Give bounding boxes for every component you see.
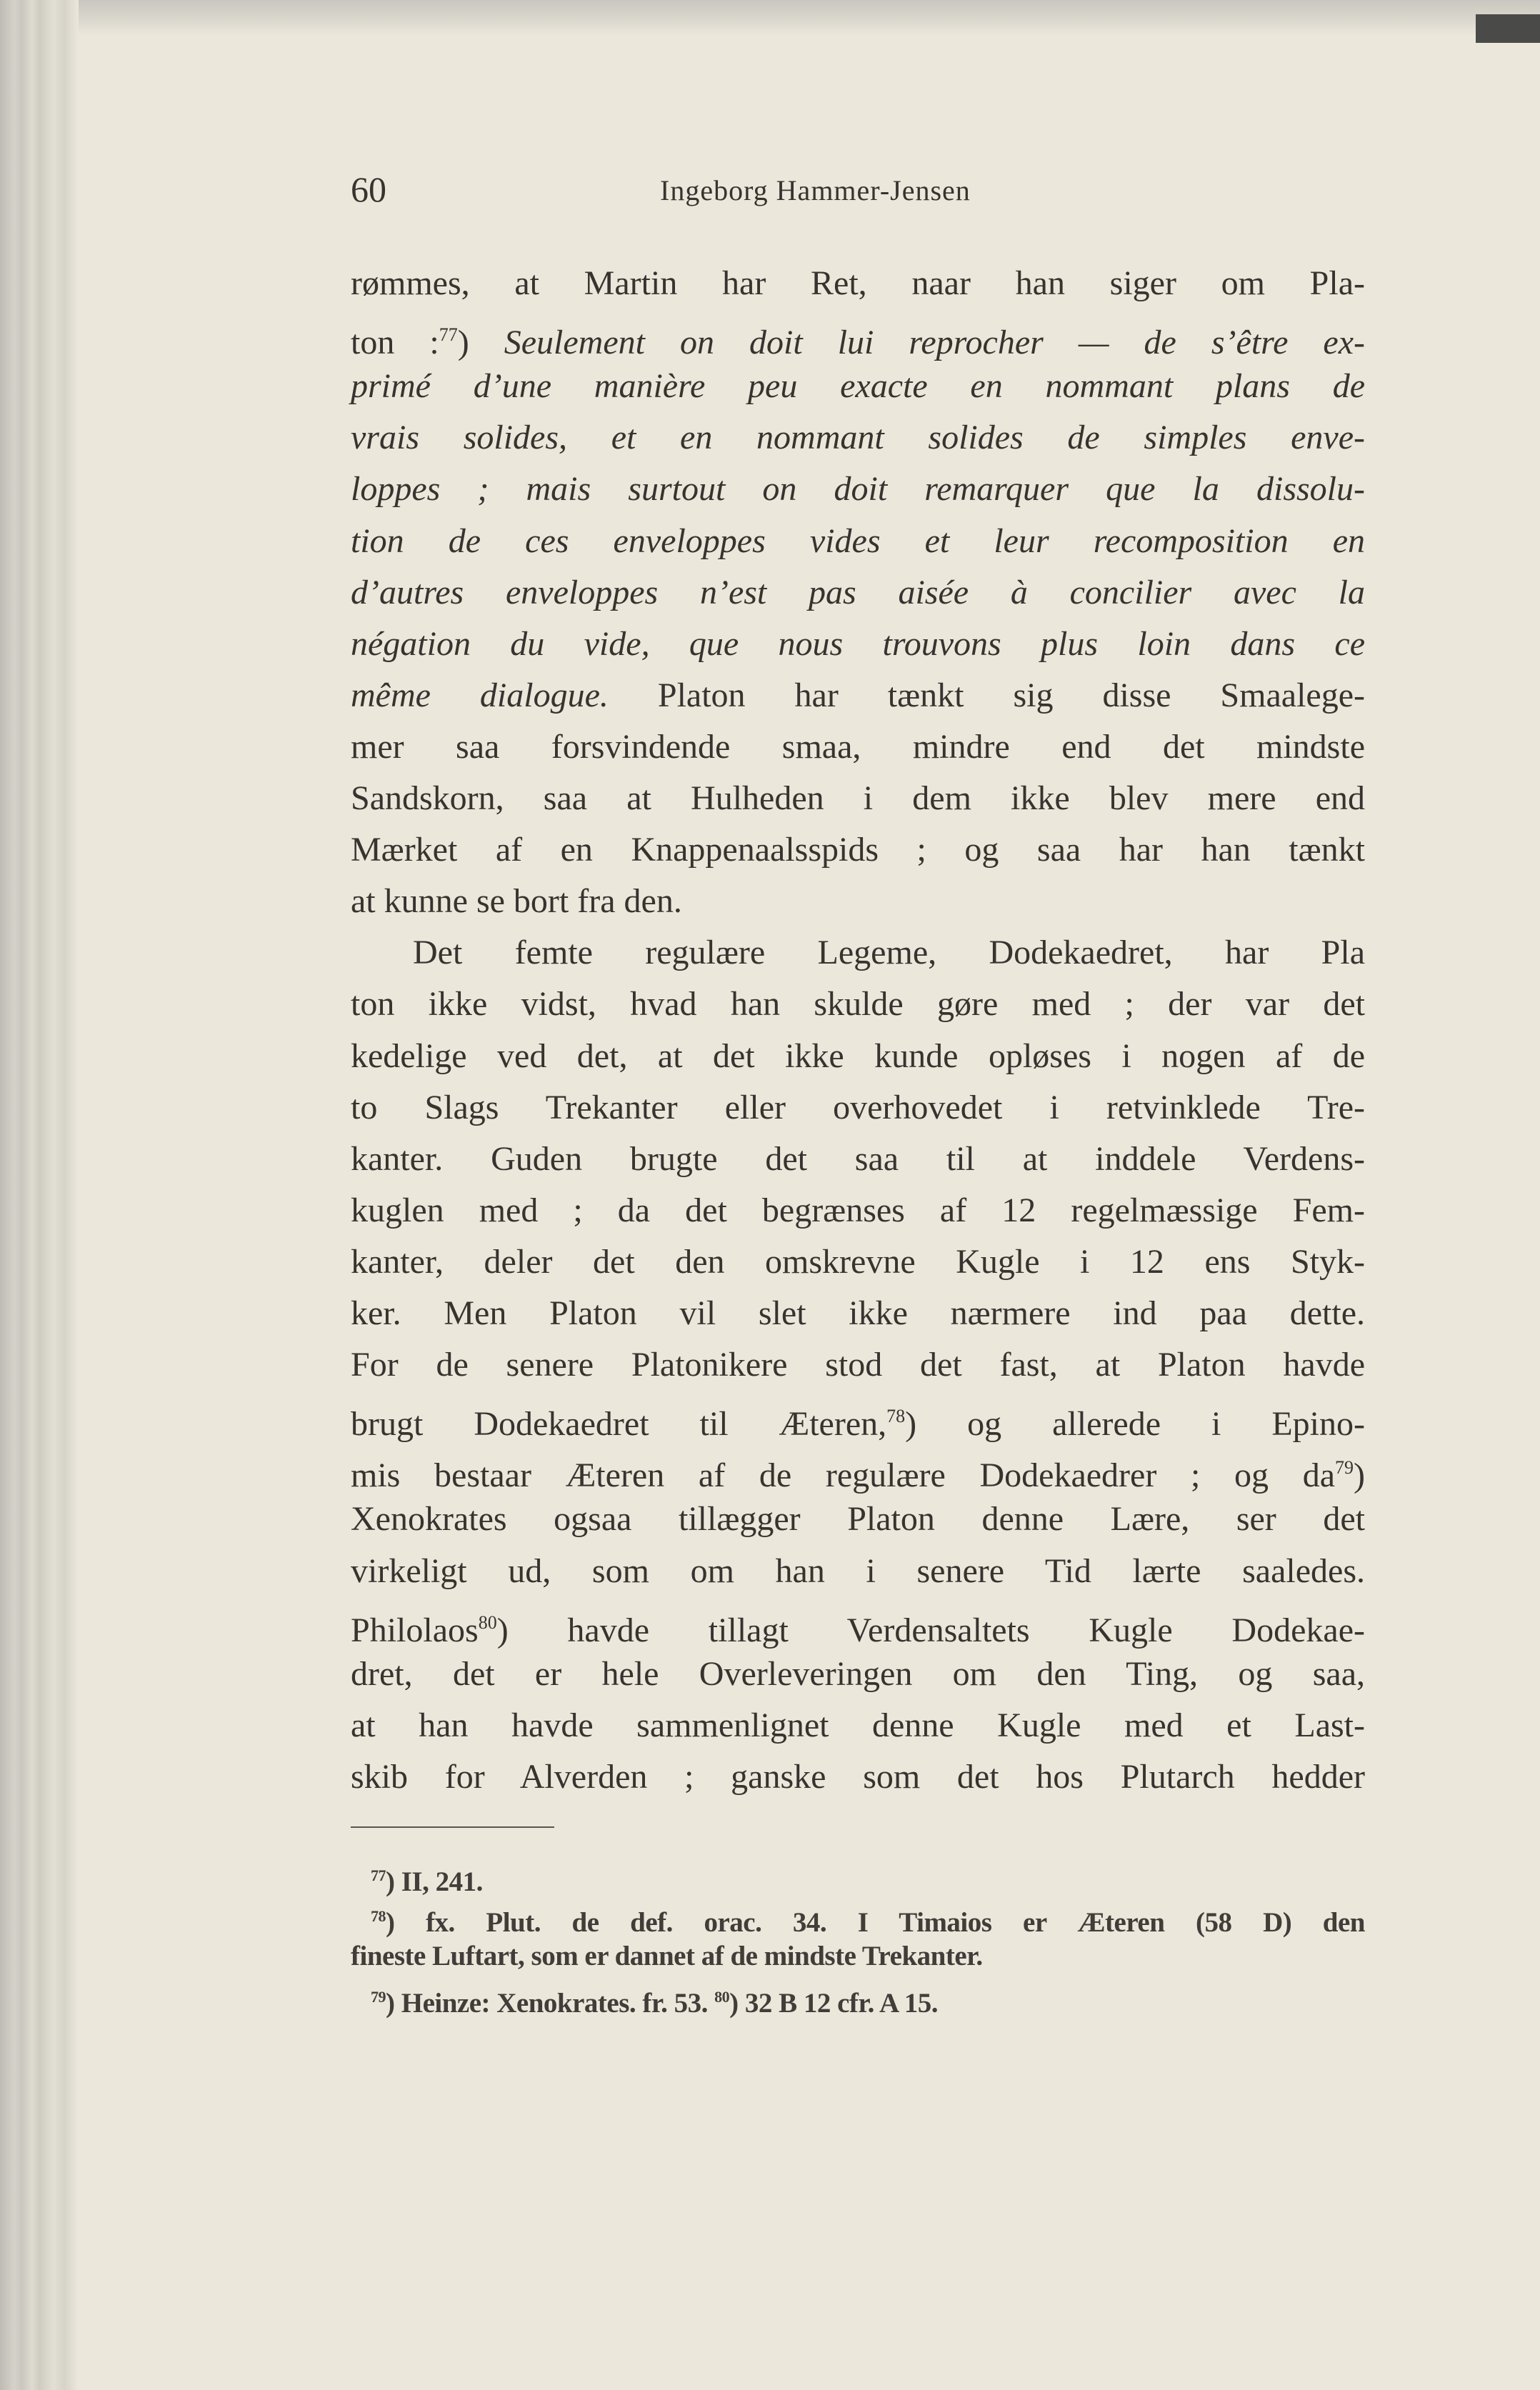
footnote-marker[interactable]: 80 bbox=[478, 1611, 497, 1633]
footnote-marker[interactable]: 78 bbox=[371, 1907, 386, 1925]
text-run: ) Heinze: Xenokrates. fr. 53. bbox=[386, 1988, 715, 2019]
text-run: For de senere Platonikere stod det fast, at Platon havde bbox=[351, 1346, 1365, 1384]
body-line bbox=[351, 1597, 1365, 1649]
book-page-edges bbox=[0, 0, 79, 2390]
text-run: kuglen med ; da det begrænses af 12 regelmæssige Fem- bbox=[351, 1191, 1365, 1229]
text-run: ) bbox=[457, 324, 504, 362]
body-line bbox=[351, 309, 1365, 361]
body-line bbox=[351, 1442, 1365, 1494]
italic-quote: vrais solides, et en nommant solides de simples enve- bbox=[351, 419, 1365, 457]
text-run: ) bbox=[1354, 1456, 1365, 1495]
text-run: at han havde sammenlignet denne Kugle med et Last- bbox=[351, 1706, 1365, 1744]
italic-quote: négation du vide, que nous trouvons plus loin dans ce bbox=[351, 624, 1365, 663]
scan-corner-mark bbox=[1476, 14, 1540, 43]
footnote-rule bbox=[351, 1826, 554, 1828]
text-run: kanter, deler det den omskrevne Kugle i 12 ens Styk- bbox=[351, 1242, 1365, 1281]
body-line bbox=[351, 824, 1365, 876]
footnote-marker[interactable]: 78 bbox=[886, 1406, 906, 1427]
body-line bbox=[351, 567, 1365, 619]
text-run: ton : bbox=[351, 324, 439, 362]
scan-top-edge bbox=[0, 0, 1540, 36]
body-line bbox=[351, 1185, 1365, 1236]
text-run: Mærket af en Knappenaalsspids ; og saa har han tænkt bbox=[351, 831, 1365, 869]
body-line bbox=[351, 1700, 1365, 1751]
text-run: ) og allerede i Epino- bbox=[905, 1405, 1366, 1444]
footnote-marker[interactable]: 77 bbox=[439, 324, 458, 346]
text-run: rømmes, at Martin har Ret, naar han siger om Pla- bbox=[351, 264, 1365, 302]
text-run: Xenokrates ogsaa tillægger Platon denne Lære, ser det bbox=[351, 1500, 1365, 1539]
text-run: Platon har tænkt sig disse Smaalege- bbox=[608, 676, 1366, 714]
body-line bbox=[351, 1751, 1365, 1803]
text-run: ker. Men Platon vil slet ikke nærmere ind paa dette. bbox=[351, 1294, 1365, 1332]
text-run: virkeligt ud, som om han i senere Tid lærte saaledes. bbox=[351, 1551, 1365, 1590]
running-head: Ingeborg Hammer-Jensen bbox=[660, 174, 971, 206]
text-run: ) fx. Plut. de def. orac. 34. I Timaios er Æteren (58 D) den bbox=[386, 1907, 1365, 1938]
body-line bbox=[351, 721, 1365, 773]
body-line bbox=[351, 1236, 1365, 1288]
body-line bbox=[351, 1494, 1365, 1545]
italic-quote: d’autres enveloppes n’est pas aisée à concilier avec la bbox=[351, 573, 1365, 611]
text-run: ) 32 B 12 cfr. A 15. bbox=[729, 1988, 939, 2019]
text-run: ton ikke vidst, hvad han skulde gøre med ; der var det bbox=[351, 985, 1365, 1024]
body-line bbox=[351, 1391, 1365, 1442]
body-line bbox=[351, 1288, 1365, 1339]
text-run: to Slags Trekanter eller overhovedet i retvinklede Tre- bbox=[351, 1088, 1365, 1126]
body-line bbox=[351, 1649, 1365, 1700]
footnote-line bbox=[371, 1856, 483, 1902]
text-run: dret, det er hele Overleveringen om den Ting, og saa, bbox=[351, 1654, 1365, 1693]
footnote-marker[interactable]: 80 bbox=[714, 1988, 730, 2006]
footnote-marker[interactable]: 77 bbox=[371, 1866, 386, 1884]
italic-quote: loppes ; mais surtout on doit remarquer que la dissolu- bbox=[351, 470, 1365, 509]
body-line bbox=[351, 412, 1365, 464]
text-run: fineste Luftart, som er dannet af de mindste Trekanter. bbox=[351, 1941, 983, 1971]
body-line bbox=[351, 773, 1365, 824]
text-run: kedelige ved det, at det ikke kunde opløses i nogen af de bbox=[351, 1036, 1365, 1075]
body-line bbox=[351, 464, 1365, 515]
text-run: Det femte regulære Legeme, Dodekaedret, har Pla bbox=[413, 934, 1365, 972]
italic-quote: tion de ces enveloppes vides et leur recomposition en bbox=[351, 521, 1365, 560]
body-line bbox=[351, 361, 1365, 412]
footnote-line bbox=[371, 1977, 938, 2024]
italic-quote: Seulement on doit lui reprocher — de s’être ex- bbox=[504, 324, 1366, 362]
footnote-marker[interactable]: 79 bbox=[1335, 1457, 1354, 1479]
page-number: 60 bbox=[351, 169, 386, 209]
body-line bbox=[351, 876, 1365, 927]
text-run: Philolaos bbox=[351, 1611, 479, 1649]
body-line bbox=[351, 1546, 1365, 1597]
body-line bbox=[351, 1134, 1365, 1185]
body-line bbox=[351, 516, 1365, 567]
body-line bbox=[351, 1339, 1365, 1391]
italic-quote: même dialogue. bbox=[351, 676, 609, 714]
text-run: brugt Dodekaedret til Æteren, bbox=[351, 1405, 887, 1444]
text-run: ) havde tillagt Verdensaltets Kugle Dodekae- bbox=[496, 1611, 1365, 1649]
body-line bbox=[351, 670, 1365, 721]
text-run: Sandskorn, saa at Hulheden i dem ikke blev mere end bbox=[351, 779, 1365, 817]
text-run: skib for Alverden ; ganske som det hos Plutarch hedder bbox=[351, 1757, 1365, 1796]
text-run: ) II, 241. bbox=[386, 1866, 483, 1897]
body-line bbox=[413, 927, 1365, 979]
text-run: mis bestaar Æteren af de regulære Dodekaedrer ; og da bbox=[351, 1456, 1336, 1495]
body-line bbox=[351, 1031, 1365, 1082]
body-line bbox=[351, 979, 1365, 1030]
footnote-line bbox=[351, 1936, 983, 1976]
text-run: at kunne se bort fra den. bbox=[351, 882, 682, 921]
italic-quote: primé d’une manière peu exacte en nommant plans de bbox=[351, 367, 1365, 406]
text-run: kanter. Guden brugte det saa til at inddele Verdens- bbox=[351, 1139, 1365, 1178]
footnote-marker[interactable]: 79 bbox=[371, 1988, 386, 2006]
body-line bbox=[351, 258, 1365, 309]
body-line bbox=[351, 619, 1365, 670]
text-run: mer saa forsvindende smaa, mindre end det mindste bbox=[351, 727, 1365, 766]
body-line bbox=[351, 1082, 1365, 1134]
